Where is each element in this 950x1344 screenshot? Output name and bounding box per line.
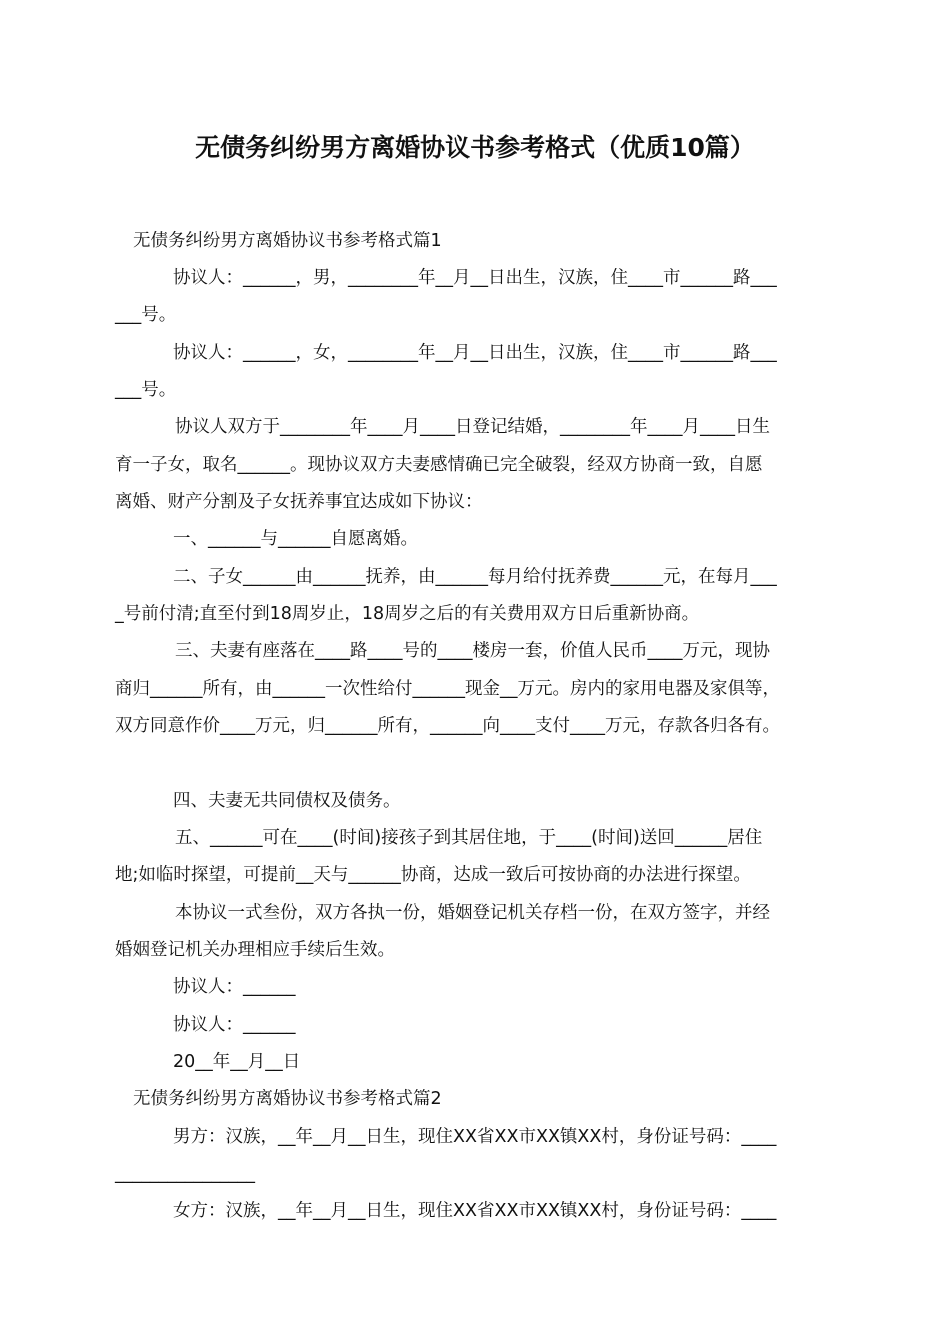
paragraph-line: ___号。 xyxy=(115,305,177,325)
paragraph-line: 婚姻登记机关办理相应手续后生效。 xyxy=(115,940,395,960)
paragraph-line: 男方：汉族，__年__月__日生，现住XX省XX市XX镇XX村，身份证号码：____ xyxy=(173,1127,777,1147)
paragraph-line: 一、______与______自愿离婚。 xyxy=(173,529,418,549)
paragraph-line: 二、子女______由______抚养，由______每月给付抚养费______元，在每月___ xyxy=(173,567,777,587)
paragraph-line: ___号。 xyxy=(115,380,177,400)
paragraph-line: 三、夫妻有座落在____路____号的____楼房一套，价值人民币____万元，现协 xyxy=(175,641,770,661)
paragraph-line: _号前付清;直至付到18周岁止，18周岁之后的有关费用双方日后重新协商。 xyxy=(115,604,700,624)
paragraph-line: ________________ xyxy=(115,1164,255,1184)
paragraph-line: 本协议一式叁份，双方各执一份，婚姻登记机关存档一份，在双方签字，并经 xyxy=(175,903,770,923)
paragraph-line: 协议人：______，男，________年__月__日出生，汉族，住____市______路___ xyxy=(173,268,777,288)
paragraph-line: 四、夫妻无共同债权及债务。 xyxy=(173,791,401,811)
paragraph-line: 育一子女，取名______。现协议双方夫妻感情确已完全破裂，经双方协商一致，自愿 xyxy=(115,455,763,475)
paragraph-line: 协议人：______，女，________年__月__日出生，汉族，住____市______路___ xyxy=(173,343,777,363)
date-line: 20__年__月__日 xyxy=(173,1052,301,1072)
paragraph-line: 女方：汉族，__年__月__日生，现住XX省XX市XX镇XX村，身份证号码：____ xyxy=(173,1201,777,1221)
section-heading-1: 无债务纠纷男方离婚协议书参考格式篇1 xyxy=(133,231,442,251)
paragraph-line: 协议人双方于________年____月____日登记结婚，________年____月____日生 xyxy=(175,417,770,437)
signature-line: 协议人：______ xyxy=(173,977,296,997)
paragraph-line: 地;如临时探望，可提前__天与______协商，达成一致后可按协商的办法进行探望。 xyxy=(115,865,751,885)
section-heading-2: 无债务纠纷男方离婚协议书参考格式篇2 xyxy=(133,1089,442,1109)
paragraph-line: 离婚、财产分割及子女抚养事宜达成如下协议： xyxy=(115,492,483,512)
paragraph-line: 五、______可在____(时间)接孩子到其居住地，于____(时间)送回______居住 xyxy=(175,828,763,848)
paragraph-line: 双方同意作价____万元，归______所有，______向____支付____万元，存款各归各有。 xyxy=(115,716,780,736)
signature-line: 协议人：______ xyxy=(173,1015,296,1035)
document-title: 无债务纠纷男方离婚协议书参考格式（优质10篇） xyxy=(195,133,755,162)
paragraph-line: 商归______所有，由______一次性给付______现金__万元。房内的家用电器及家俱等， xyxy=(115,679,780,699)
